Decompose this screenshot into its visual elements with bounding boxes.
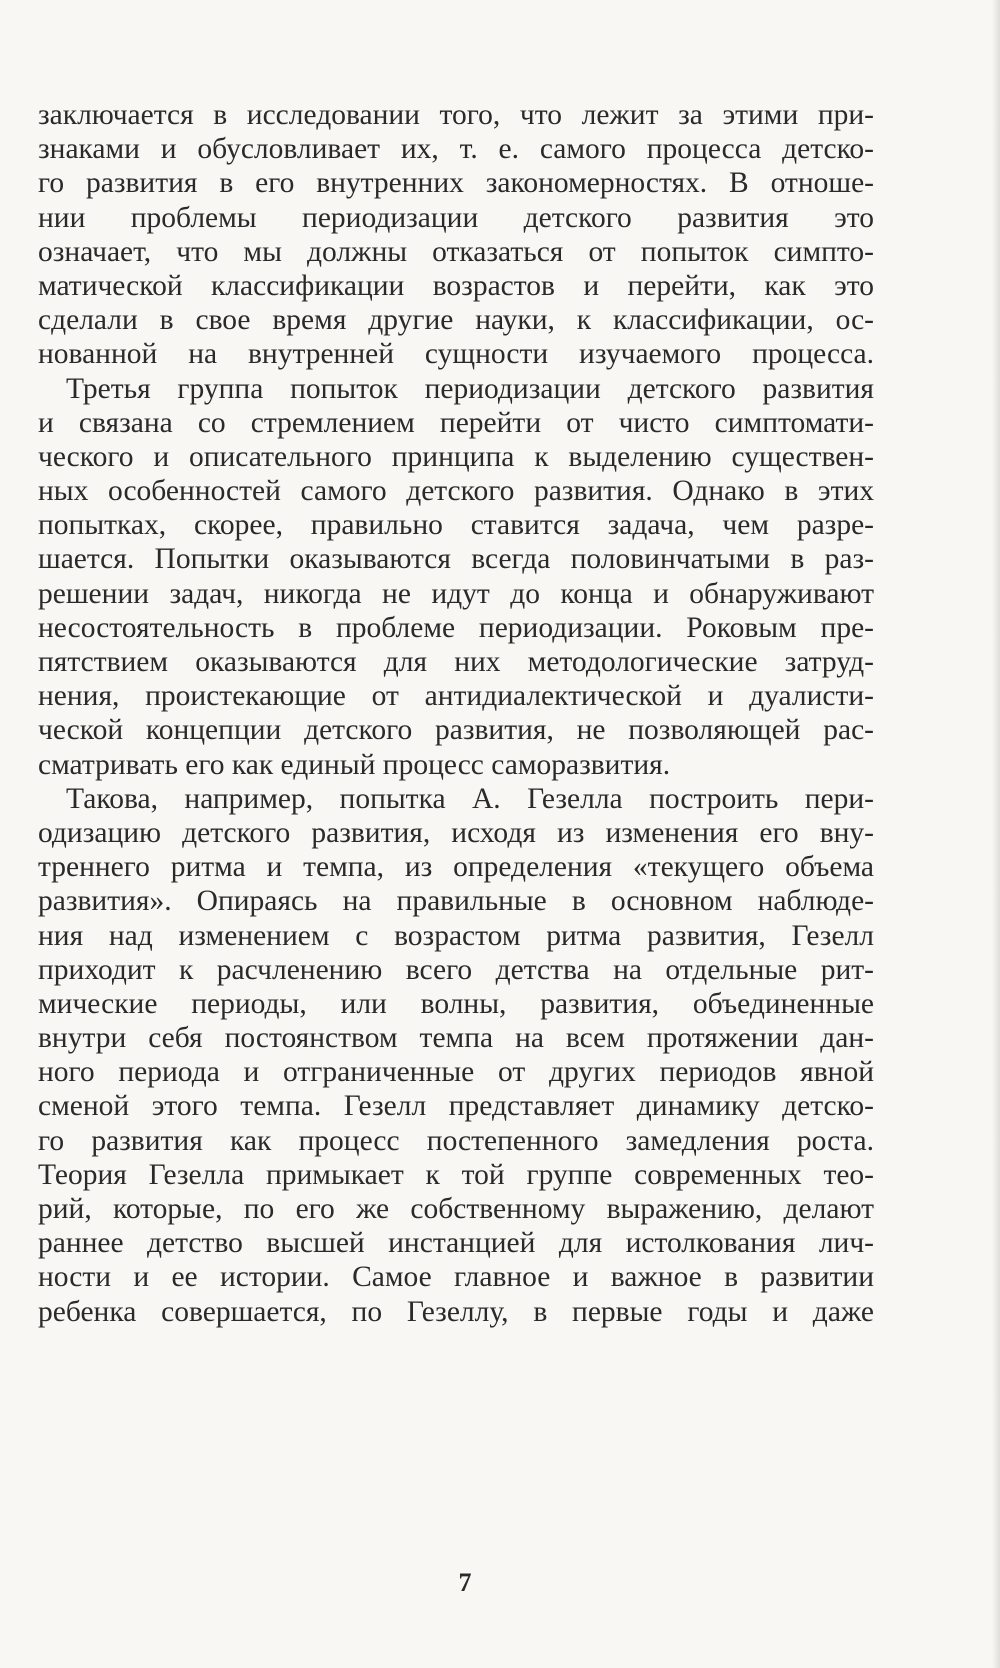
text-line: приходит к расчленению всего детства на отдельные рит- (38, 953, 874, 986)
text-line: шается. Попытки оказываются всегда половинчатыми в раз- (38, 543, 874, 576)
text-line: ческой концепции детского развития, не позволяющей рас- (38, 714, 874, 747)
text-line: несостоятельность в проблеме периодизации. Роковым пре- (38, 611, 874, 644)
text-line: нения, проистекающие от антидиалектической и дуалисти- (38, 680, 874, 713)
paragraph-1 (38, 98, 874, 372)
text-line: нии проблемы периодизации детского развития это (38, 201, 874, 234)
page-number: 7 (458, 1568, 472, 1597)
text-line: Третья группа попыток периодизации детского развития (66, 372, 874, 405)
text-line: знаками и обусловливает их, т. е. самого процесса детско- (38, 133, 874, 166)
text-line: го развития в его внутренних закономерностях. В отноше- (38, 167, 874, 200)
text-line: заключается в исследовании того, что лежит за этими при- (38, 99, 874, 131)
text-line: развития». Опираясь на правильные в основном наблюде- (38, 885, 874, 918)
text-line: пятствием оказываются для них методологические затруд- (38, 646, 874, 678)
text-line: ческого и описательного принципа к выделению существен- (38, 440, 874, 473)
text-line: ния над изменением с возрастом ритма развития, Гезелл (38, 919, 874, 952)
text-line: решении задач, никогда не идут до конца и обнаруживают (38, 577, 874, 610)
text-line: Такова, например, попытка А. Гезелла построить пери- (66, 782, 874, 815)
text-line: рий, которые, по его же собственному выражению, делают (38, 1193, 874, 1225)
text-line: внутри себя постоянством темпа на всем протяжении дан- (38, 1022, 874, 1055)
text-line: матической классификации возрастов и перейти, как это (38, 269, 874, 302)
text-line: и связана со стремлением перейти от чисто симптомати- (38, 406, 874, 439)
text-line: го развития как процесс постепенного замедления роста. (38, 1124, 874, 1157)
text-line: ного периода и отграниченные от других периодов явной (38, 1056, 874, 1089)
page-edge-shadow (992, 0, 1000, 1668)
text-line: нованной на внутренней сущности изучаемого процесса. (38, 338, 874, 371)
text-line: мические периоды, или волны, развития, объединенные (38, 987, 874, 1020)
text-line: ности и ее истории. Самое главное и важное в развитии (38, 1261, 874, 1294)
text-line: сменой этого темпа. Гезелл представляет динамику детско- (38, 1090, 874, 1123)
text-line: ребенка совершается, по Гезеллу, в первые годы и даже (38, 1295, 874, 1328)
text-line: одизацию детского развития, исходя из изменения его вну- (38, 816, 874, 849)
paragraph-2 (38, 372, 874, 782)
paragraph-3 (38, 782, 874, 1329)
text-line: означает, что мы должны отказаться от попыток симпто- (38, 235, 874, 268)
body-text (38, 98, 874, 1329)
text-line: попытках, скорее, правильно ставится задача, чем разре- (38, 509, 874, 542)
text-line: сделали в свое время другие науки, к классификации, ос- (38, 304, 874, 337)
text-line: Теория Гезелла примыкает к той группе современных тео- (38, 1158, 874, 1191)
text-line: раннее детство высшей инстанцией для истолкования лич- (38, 1227, 874, 1260)
text-line: треннего ритма и темпа, из определения «текущего объема (38, 851, 874, 884)
text-line: ных особенностей самого детского развития. Однако в этих (38, 475, 874, 508)
text-line: сматривать его как единый процесс саморазвития. (38, 748, 671, 781)
